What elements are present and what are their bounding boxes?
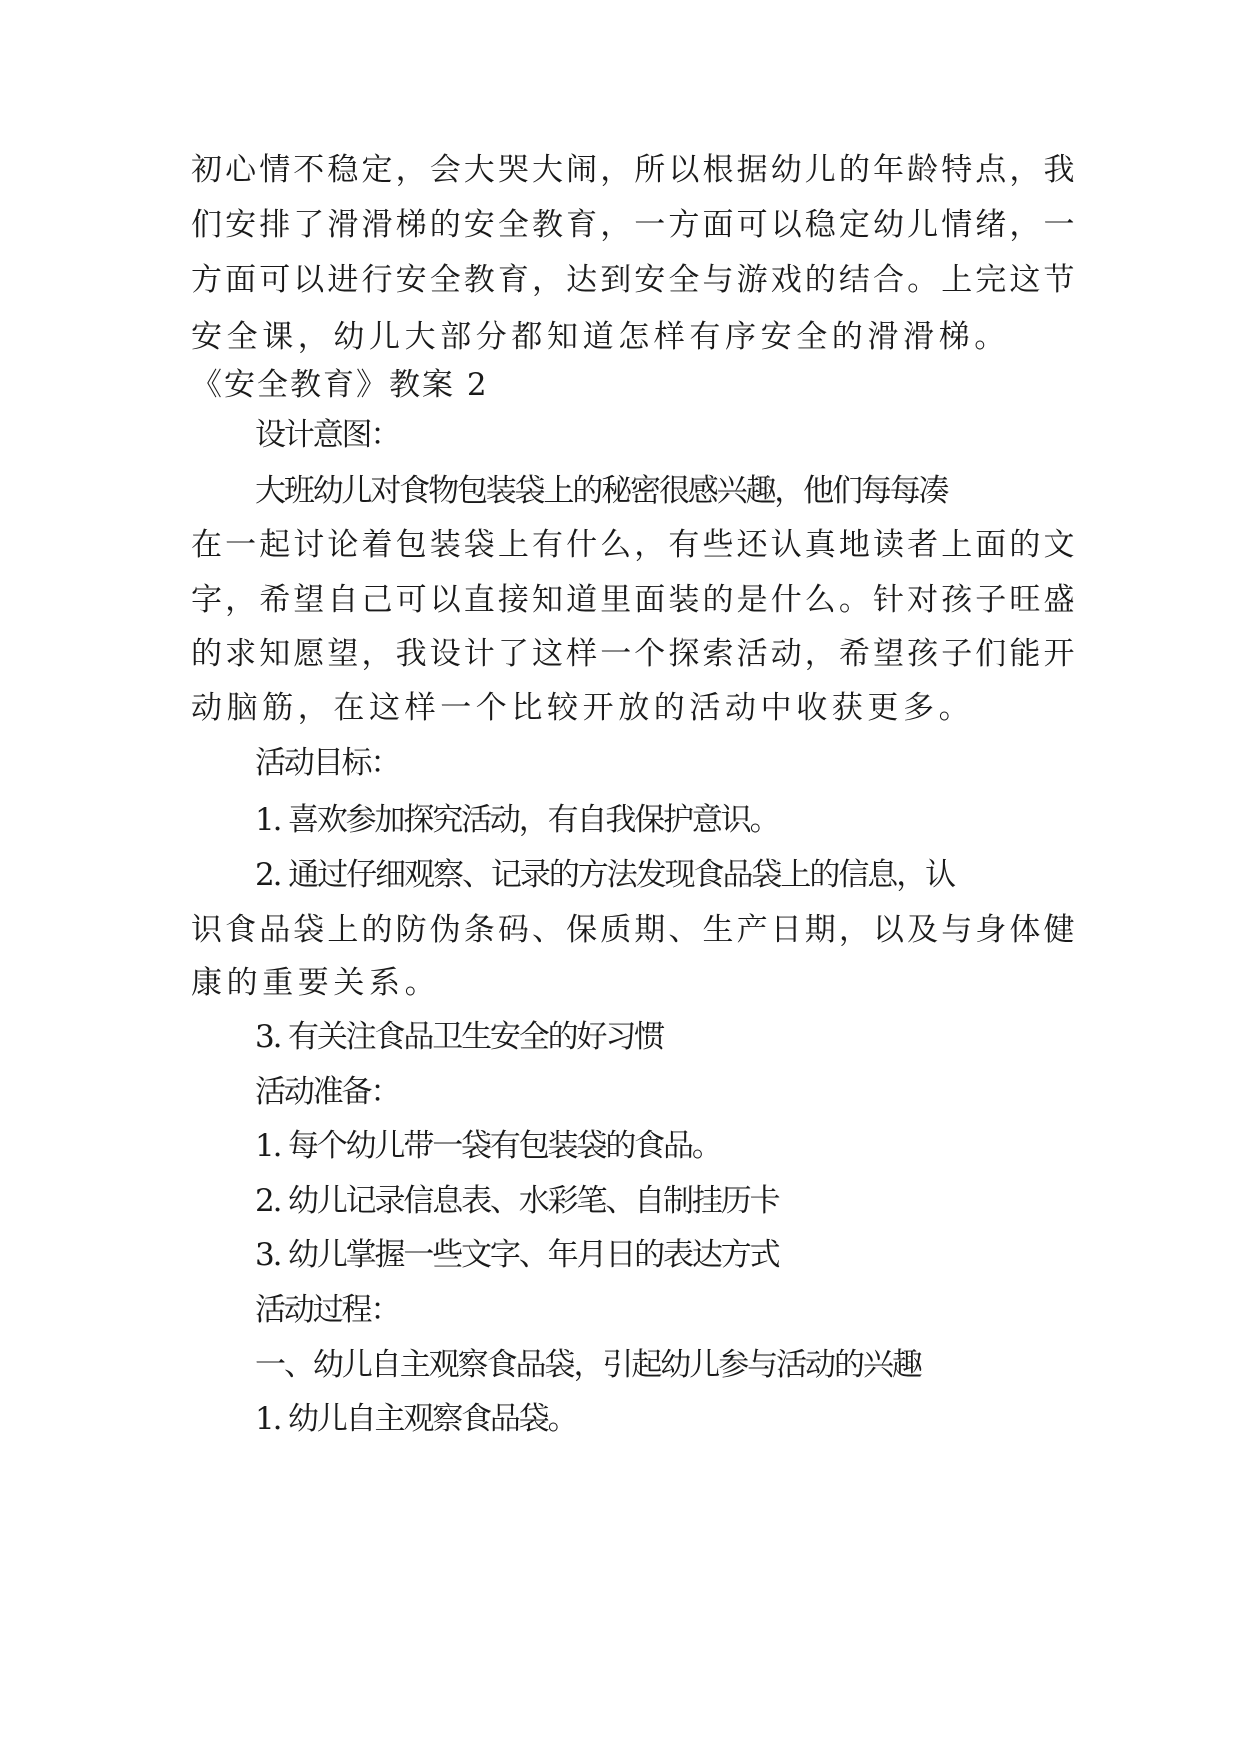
subheading: 活动目标： <box>255 745 400 781</box>
paragraph-line: 的求知愿望，我设计了这样一个探索活动，希望孩子们能开 <box>191 636 1078 672</box>
paragraph-line: 初心情不稳定，会大哭大闹，所以根据幼儿的年龄特点，我 <box>191 152 1078 188</box>
paragraph-line: 动脑筋，在这样一个比较开放的活动中收获更多。 <box>191 690 975 726</box>
list-item: 2. 通过仔细观察、记录的方法发现食品袋上的信息，认 <box>255 857 955 893</box>
list-item: 1. 喜欢参加探究活动，有自我保护意识。 <box>255 802 779 838</box>
paragraph-line: 字，希望自己可以直接知道里面装的是什么。针对孩子旺盛 <box>191 582 1078 618</box>
list-item: 1. 每个幼儿带一袋有包装袋的食品。 <box>255 1128 721 1164</box>
subheading: 设计意图： <box>255 417 400 453</box>
section-heading: 《安全教育》教案 2 <box>191 367 489 403</box>
list-item: 1. 幼儿自主观察食品袋。 <box>255 1401 577 1437</box>
subheading: 活动过程： <box>255 1292 400 1328</box>
list-item: 一、幼儿自主观察食品袋，引起幼儿参与活动的兴趣 <box>255 1347 921 1383</box>
paragraph-line: 安全课，幼儿大部分都知道怎样有序安全的滑滑梯。 <box>191 319 1010 355</box>
paragraph-line: 康的重要关系。 <box>191 965 441 1001</box>
paragraph-line: 大班幼儿对食物包装袋上的秘密很感兴趣，他们每每凑 <box>255 473 948 509</box>
paragraph-line: 方面可以进行安全教育，达到安全与游戏的结合。上完这节 <box>191 262 1078 298</box>
list-item: 3. 有关注食品卫生安全的好习惯 <box>255 1019 664 1055</box>
list-item: 2. 幼儿记录信息表、水彩笔、自制挂历卡 <box>255 1183 779 1219</box>
subheading: 活动准备： <box>255 1074 400 1110</box>
paragraph-line: 识食品袋上的防伪条码、保质期、生产日期，以及与身体健 <box>191 912 1078 948</box>
paragraph-line: 们安排了滑滑梯的安全教育，一方面可以稳定幼儿情绪，一 <box>191 207 1078 243</box>
list-item: 3. 幼儿掌握一些文字、年月日的表达方式 <box>255 1237 779 1273</box>
paragraph-line: 在一起讨论着包装袋上有什么，有些还认真地读者上面的文 <box>191 527 1078 563</box>
